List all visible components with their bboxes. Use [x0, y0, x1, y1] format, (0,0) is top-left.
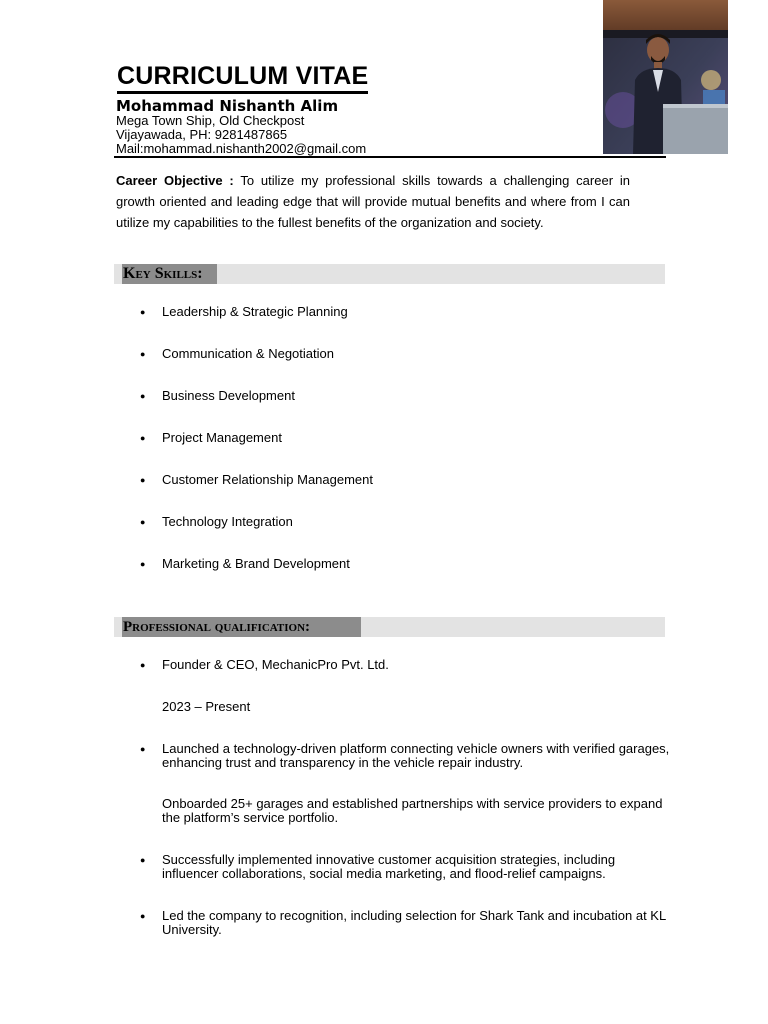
qualification-section-bar	[114, 617, 665, 637]
key-skills-section-bar	[114, 264, 665, 284]
skill-item: Customer Relationship Management	[162, 472, 373, 487]
skill-item: Project Management	[162, 430, 282, 445]
achievement-item: Led the company to recognition, including selection for Shark Tank and incubation at KL University.	[162, 908, 666, 937]
profile-photo	[603, 0, 728, 154]
job-period: 2023 – Present	[162, 699, 251, 714]
qualification-heading: Professional qualification:	[122, 617, 361, 637]
address-line-2: Vijayawada, PH: 9281487865	[116, 127, 288, 142]
key-skills-heading: Key Skills:	[122, 264, 217, 284]
bullet-icon: ●	[140, 307, 146, 317]
candidate-name: Mohammad Nishanth Alim	[116, 97, 339, 115]
objective-label: Career Objective :	[116, 173, 234, 188]
achievement-item: Launched a technology-driven platform connecting vehicle owners with verified garages, enhancing trust and transparency in the vehicle repair industry.	[162, 741, 670, 770]
skill-item: Technology Integration	[162, 514, 293, 529]
skill-item: Marketing & Brand Development	[162, 556, 350, 571]
bullet-icon: ●	[140, 391, 146, 401]
bullet-icon: ●	[140, 660, 146, 670]
job-role: Founder & CEO, MechanicPro Pvt. Ltd.	[162, 657, 389, 672]
bullet-icon: ●	[140, 911, 146, 921]
career-objective	[116, 170, 630, 233]
address-line-1: Mega Town Ship, Old Checkpost	[116, 113, 305, 128]
bullet-icon: ●	[140, 349, 146, 359]
objective-text: To utilize my professional skills towards a challenging career in growth oriented and leading edge that will provide mutual benefits and where from I can utilize my capabilities to the fullest benefits of the organization and society.	[116, 173, 630, 230]
email-line: Mail:mohammad.nishanth2002@gmail.com	[116, 141, 367, 156]
bullet-icon: ●	[140, 433, 146, 443]
skill-item: Communication & Negotiation	[162, 346, 334, 361]
document-title: CURRICULUM VITAE	[117, 61, 368, 94]
bullet-icon: ●	[140, 559, 146, 569]
bullet-icon: ●	[140, 855, 146, 865]
skill-item: Leadership & Strategic Planning	[162, 304, 348, 319]
bullet-icon: ●	[140, 475, 146, 485]
header-divider	[114, 156, 666, 158]
achievement-item: Successfully implemented innovative customer acquisition strategies, including influencer collaborations, social media marketing, and flood-relief campaigns.	[162, 852, 616, 881]
bullet-icon: ●	[140, 744, 146, 754]
achievement-item: Onboarded 25+ garages and established partnerships with service providers to expand the platform’s service portfolio.	[162, 796, 663, 825]
skill-item: Business Development	[162, 388, 295, 403]
bullet-icon: ●	[140, 517, 146, 527]
